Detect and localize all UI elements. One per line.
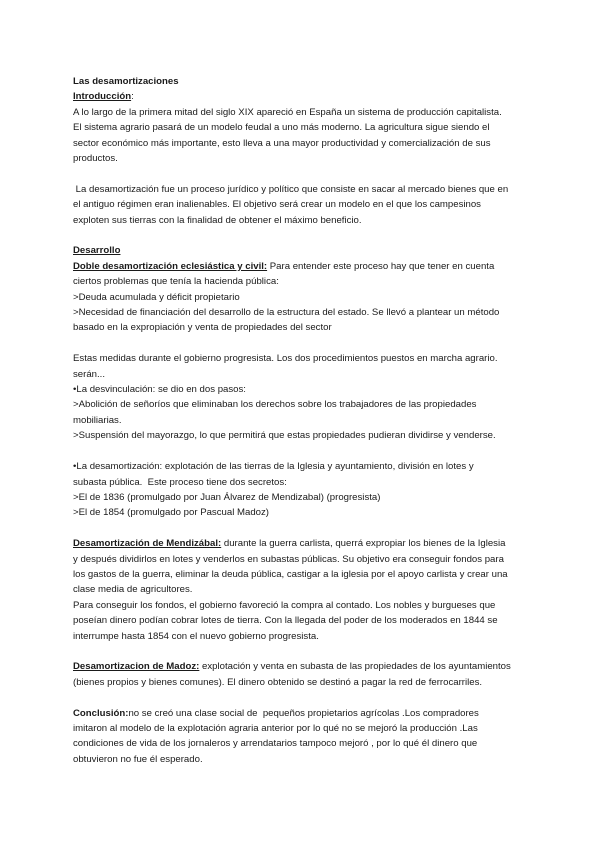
- list-item: >El de 1836 (promulgado por Juan Álvarez de Mendizabal) (progresista): [73, 491, 381, 503]
- paragraph-line: mobiliarias.: [73, 414, 122, 426]
- paragraph-line: serán...: [73, 368, 105, 380]
- paragraph-line: condiciones de vida de los jornaleros y arrendatarios tampoco mejoró , por lo qué él dinero que: [73, 738, 478, 750]
- document-body: [73, 74, 533, 767]
- paragraph-line: productos.: [73, 153, 118, 165]
- paragraph-line: La desamortización fue un proceso jurídico y político que consiste en sacar al mercado bienes que en: [73, 183, 509, 195]
- blank-line: [73, 444, 533, 459]
- list-item: >Deuda acumulada y déficit propietario: [73, 291, 240, 303]
- madoz-heading: Desamortizacion de Madoz:: [73, 661, 200, 673]
- paragraph-line: Estas medidas durante el gobierno progresista. Los dos procedimientos puestos en marcha agrario.: [73, 353, 498, 365]
- desarrollo-heading: Desarrollo: [73, 245, 121, 257]
- paragraph-line: A lo largo de la primera mitad del siglo XIX apareció en España un sistema de producción capitalista.: [73, 106, 502, 118]
- mendizabal-heading: Desamortización de Mendizábal:: [73, 538, 222, 550]
- document-title: Las desamortizaciones: [73, 76, 179, 87]
- paragraph-line: basado en la expropiación y venta de propiedades del sector: [73, 322, 332, 334]
- paragraph-line: ciertos problemas que tenía la hacienda pública:: [73, 276, 279, 288]
- doble-heading: Doble desamortización eclesiástica y civil:: [73, 260, 268, 272]
- mendizabal-first-line-rest: durante la guerra carlista, querrá expropiar los bienes de la Iglesia: [221, 538, 506, 550]
- blank-line: [73, 644, 533, 659]
- list-item: >Suspensión del mayorazgo, lo que permitirá que estas propiedades pudieran dividirse y venderse.: [73, 430, 496, 442]
- intro-heading: Introducción: [73, 91, 132, 103]
- madoz-first-line-rest: explotación y venta en subasta de las propiedades de los ayuntamientos: [199, 661, 511, 673]
- doble-first-line-rest: Para entender este proceso hay que tener en cuenta: [267, 260, 495, 272]
- blank-line: [73, 228, 533, 243]
- blank-line: [73, 166, 533, 181]
- intro-heading-colon: :: [131, 91, 134, 103]
- paragraph-line: y después dividirlos en lotes y venderlos en subastas públicas. Su objetivo era conseguir fondos para: [73, 553, 504, 565]
- blank-line: [73, 690, 533, 705]
- paragraph-line: obtuvieron no fue él esperado.: [73, 753, 203, 765]
- paragraph-line: subasta pública. Este proceso tiene dos secretos:: [73, 476, 287, 488]
- mendizabal-heading-line: [73, 536, 533, 551]
- paragraph-line: exploten sus tierras con la finalidad de obtener el máximo beneficio.: [73, 214, 362, 226]
- doble-heading-line: [73, 259, 533, 274]
- list-item: >El de 1854 (promulgado por Pascual Madoz): [73, 507, 269, 519]
- list-item: •La desamortización: explotación de las tierras de la Iglesia y ayuntamiento, división en lotes y: [73, 461, 474, 473]
- blank-line: [73, 521, 533, 536]
- conclusion-heading: Conclusión:: [73, 707, 129, 719]
- paragraph-line: interrumpe hasta 1854 con el nuevo gobierno progresista.: [73, 630, 319, 642]
- paragraph-line: imitaron al modelo de la explotación agraria anterior por lo qué no se mejoró la producción .Las: [73, 722, 478, 734]
- paragraph-line: los gastos de la guerra, eliminar la deuda pública, castigar a la iglesia por el apoyo carlista y crear una: [73, 568, 508, 580]
- paragraph-line: El sistema agrario pasará de un modelo feudal a uno más moderno. La agricultura sigue siendo el: [73, 122, 490, 134]
- conclusion-heading-line: [73, 706, 533, 721]
- blank-line: [73, 336, 533, 351]
- intro-heading-line: [73, 89, 533, 104]
- list-item: >Necesidad de financiación del desarrollo de la estructura del estado. Se llevó a plantear un método: [73, 307, 500, 319]
- conclusion-first-line-rest: no se creó una clase social de pequeños propietarios agrícolas .Los compradores: [128, 707, 479, 719]
- paragraph-line: Para conseguir los fondos, el gobierno favoreció la compra al contado. Los nobles y burgueses que: [73, 599, 496, 611]
- paragraph-line: sector económico más importante, esto lleva a una mayor productividad y comercialización de sus: [73, 137, 491, 149]
- paragraph-line: clase media de agricultores.: [73, 584, 193, 596]
- paragraph-line: poseían dinero podían cobrar lotes de tierra. Con la llegada del poder de los moderados en 1844 se: [73, 615, 498, 627]
- list-item: >Abolición de señoríos que eliminaban los derechos sobre los trabajadores de las propiedades: [73, 399, 477, 411]
- list-item: •La desvinculación: se dio en dos pasos:: [73, 384, 246, 396]
- madoz-heading-line: [73, 659, 533, 674]
- paragraph-line: el antiguo régimen eran inalienables. El objetivo será crear un modelo en el que los campesinos: [73, 199, 481, 211]
- paragraph-line: (bienes propios y bienes comunes). El dinero obtenido se destinó a pagar la red de ferrocarriles.: [73, 676, 483, 688]
